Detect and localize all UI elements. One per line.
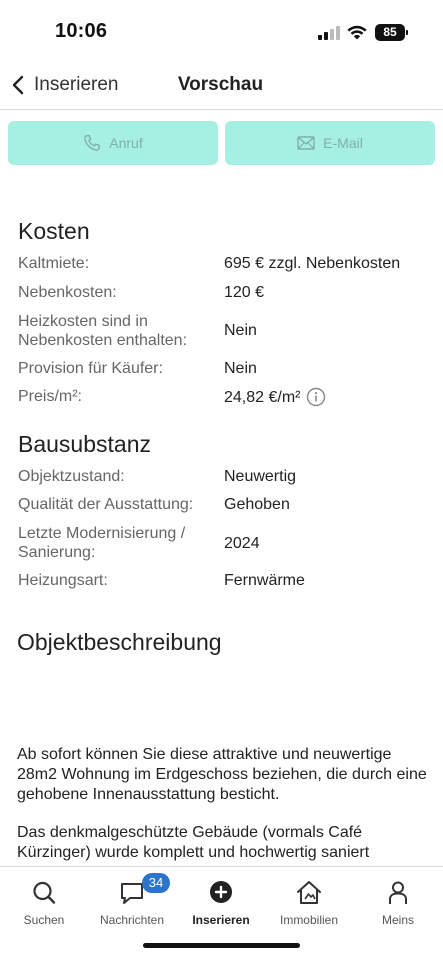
section-title-bausubstanz: Bausubstanz (18, 431, 151, 457)
row-label: Objektzustand: (18, 468, 125, 485)
row-value: 695 € zzgl. Nebenkosten (224, 255, 401, 272)
tab-label: Nachrichten (99, 913, 165, 927)
tab-immobilien[interactable] (265, 873, 353, 927)
tab-label: Meins (381, 913, 414, 927)
page-title (0, 74, 443, 96)
row-value: Nein (224, 360, 257, 377)
tab-meins[interactable] (354, 873, 442, 927)
wifi-icon (346, 24, 368, 40)
status-time: 10:06 (55, 20, 108, 42)
call-label: Anruf (109, 135, 143, 151)
row-value: Nein (224, 322, 257, 339)
section-title-objektbeschreibung: Objektbeschreibung (17, 629, 222, 655)
row-value: 2024 (224, 535, 260, 552)
cellular-signal-icon (318, 26, 340, 40)
tab-suchen[interactable] (0, 873, 88, 927)
description-paragraph: Das denkmalgeschützte Gebäude (vormals Café Kürzinger) wurde komplett und hochwertig saniert (17, 824, 370, 861)
description-paragraph: Ab sofort können Sie diese attraktive und neuwertige 28m2 Wohnung im Erdgeschoss beziehen, die durch eine gehobene Innenausstattung besticht. (17, 746, 427, 803)
navigation-bar (0, 60, 443, 110)
email-button[interactable] (225, 121, 435, 165)
row-label: Preis/m²: (18, 388, 82, 405)
row-label: Heizkosten sind in Nebenkosten enthalten: (18, 313, 188, 349)
email-label: E-Mail (323, 135, 363, 151)
tab-label: Suchen (23, 913, 65, 927)
house-icon (295, 879, 323, 907)
battery-tip (406, 30, 408, 35)
phone-icon (83, 134, 101, 152)
section-title-kosten: Kosten (18, 218, 90, 244)
contact-bar (0, 111, 443, 175)
back-label: Inserieren (34, 74, 119, 95)
row-label: Qualität der Ausstattung: (18, 496, 194, 513)
row-label: Heizungsart: (18, 572, 108, 589)
battery-indicator: 85 (375, 24, 405, 41)
row-label: Provision für Käufer: (18, 360, 163, 377)
page-title-text: Vorschau (177, 74, 264, 95)
envelope-icon (297, 136, 315, 150)
tab-inserieren[interactable] (177, 873, 265, 927)
tab-nachrichten[interactable] (88, 873, 176, 927)
row-value: Neuwertig (224, 468, 297, 485)
unread-count-badge: 34 (142, 873, 170, 893)
row-value: 120 € (224, 284, 265, 301)
row-label: Nebenkosten: (18, 284, 117, 301)
info-icon[interactable] (306, 387, 326, 407)
home-indicator[interactable] (143, 943, 300, 948)
partially-hidden-icons (225, 175, 335, 183)
row-value-wrapper (224, 387, 326, 407)
search-icon (30, 879, 58, 907)
row-label: Letzte Modernisierung / Sanierung: (18, 525, 186, 561)
row-value: 24,82 €/m² (224, 388, 301, 406)
tab-label: Immobilien (279, 913, 339, 927)
row-value: Fernwärme (224, 572, 305, 589)
row-label: Kaltmiete: (18, 255, 90, 272)
expose-preview-content[interactable] (0, 175, 443, 865)
plus-circle-icon (207, 879, 235, 907)
person-icon (384, 879, 412, 907)
tab-label: Inserieren (192, 913, 250, 927)
call-button[interactable] (8, 121, 218, 165)
status-bar (0, 0, 443, 60)
row-value: Gehoben (224, 496, 290, 513)
